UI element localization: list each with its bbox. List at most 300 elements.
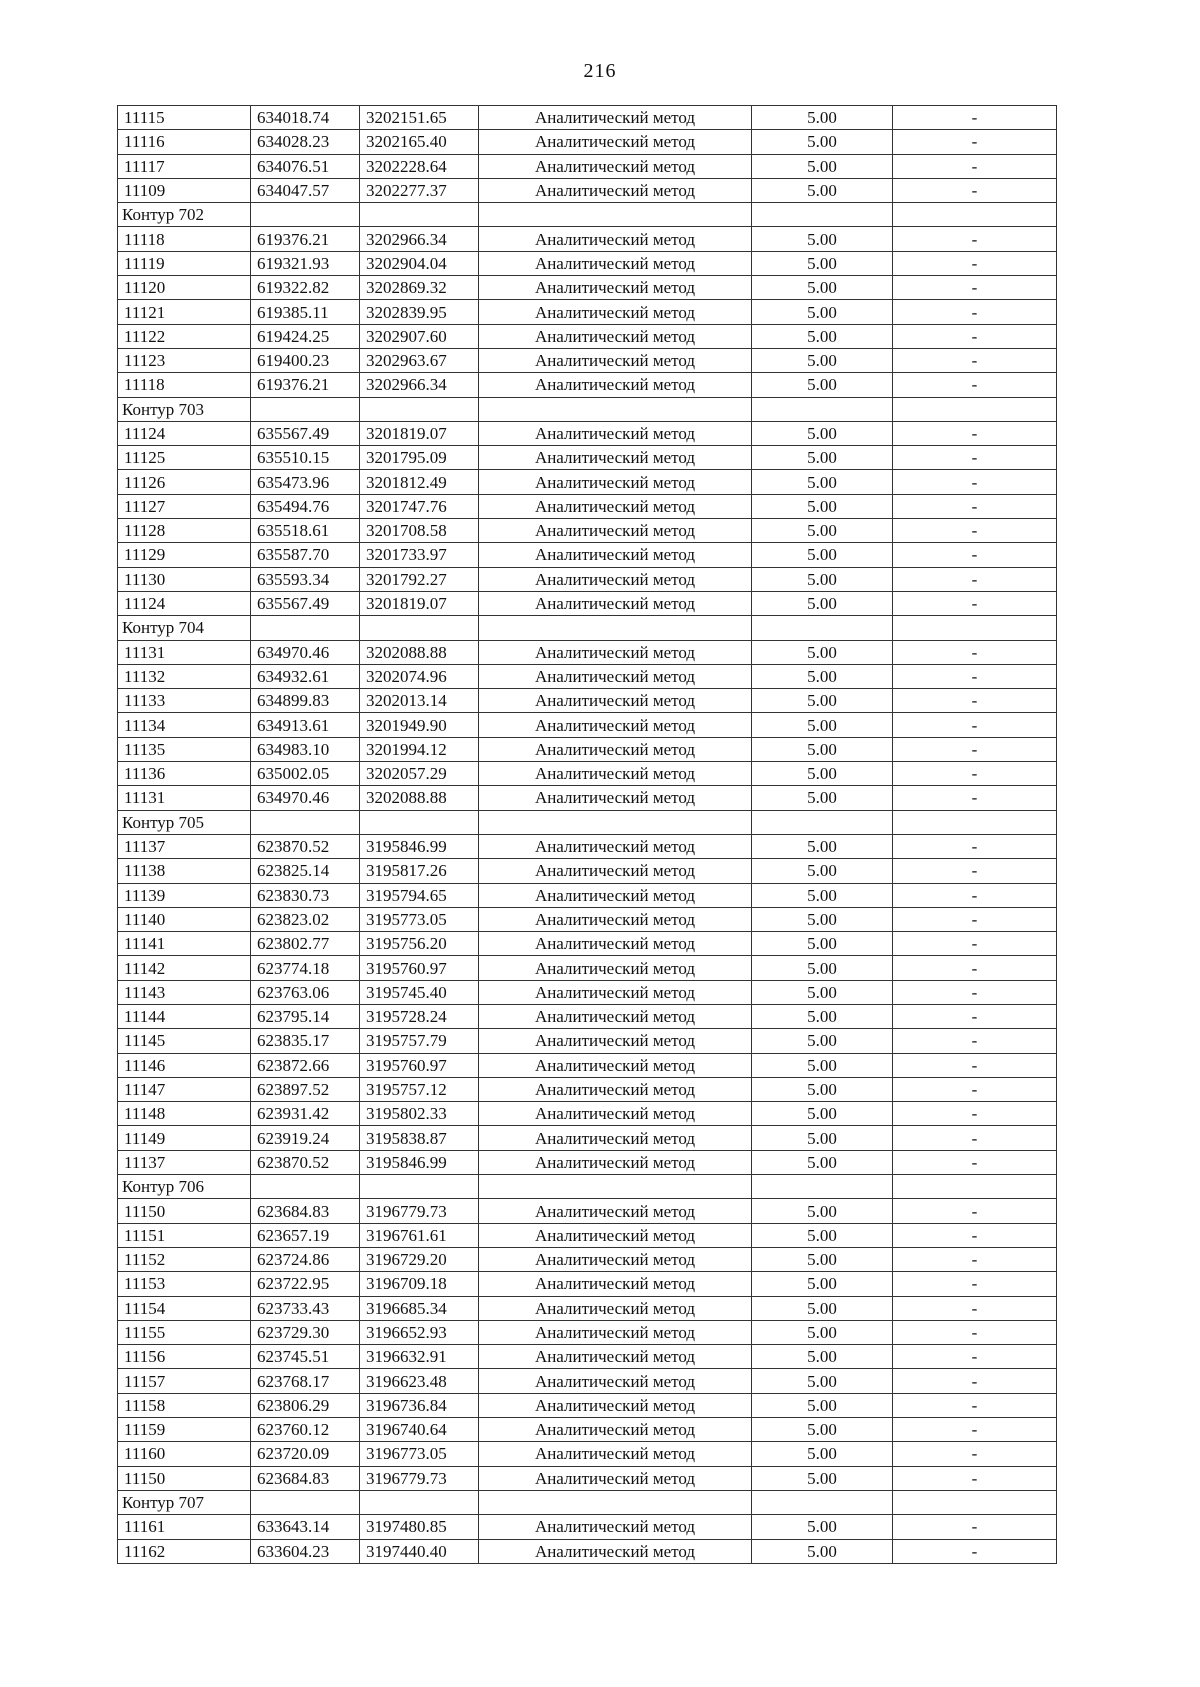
point-number-cell: 11137 <box>118 1150 251 1174</box>
y-coordinate-cell: 3195817.26 <box>360 859 479 883</box>
y-coordinate-cell: 3197440.40 <box>360 1539 479 1563</box>
method-cell: Аналитический метод <box>479 1296 752 1320</box>
accuracy-cell: 5.00 <box>752 664 893 688</box>
table-row <box>118 640 1057 664</box>
remark-cell: - <box>893 421 1057 445</box>
table-row <box>118 1199 1057 1223</box>
table-row <box>118 1223 1057 1247</box>
x-coordinate-cell: 634970.46 <box>251 786 360 810</box>
y-coordinate-cell: 3202277.37 <box>360 178 479 202</box>
empty-cell <box>360 1175 479 1199</box>
remark-cell: - <box>893 1102 1057 1126</box>
table-row <box>118 762 1057 786</box>
remark-cell: - <box>893 348 1057 372</box>
x-coordinate-cell: 623657.19 <box>251 1223 360 1247</box>
y-coordinate-cell: 3195838.87 <box>360 1126 479 1150</box>
y-coordinate-cell: 3196779.73 <box>360 1466 479 1490</box>
table-row <box>118 834 1057 858</box>
y-coordinate-cell: 3195756.20 <box>360 932 479 956</box>
remark-cell: - <box>893 470 1057 494</box>
remark-cell: - <box>893 106 1057 130</box>
table-row <box>118 907 1057 931</box>
method-cell: Аналитический метод <box>479 1004 752 1028</box>
point-number-cell: 11124 <box>118 421 251 445</box>
accuracy-cell: 5.00 <box>752 591 893 615</box>
method-cell: Аналитический метод <box>479 1150 752 1174</box>
x-coordinate-cell: 623919.24 <box>251 1126 360 1150</box>
x-coordinate-cell: 623806.29 <box>251 1393 360 1417</box>
remark-cell: - <box>893 1369 1057 1393</box>
method-cell: Аналитический метод <box>479 1053 752 1077</box>
method-cell: Аналитический метод <box>479 932 752 956</box>
table-row <box>118 713 1057 737</box>
table-row <box>118 932 1057 956</box>
method-cell: Аналитический метод <box>479 106 752 130</box>
contour-label: Контур 704 <box>118 616 251 640</box>
method-cell: Аналитический метод <box>479 980 752 1004</box>
x-coordinate-cell: 623897.52 <box>251 1077 360 1101</box>
table-row <box>118 1102 1057 1126</box>
x-coordinate-cell: 623768.17 <box>251 1369 360 1393</box>
point-number-cell: 11159 <box>118 1418 251 1442</box>
point-number-cell: 11148 <box>118 1102 251 1126</box>
accuracy-cell: 5.00 <box>752 494 893 518</box>
accuracy-cell: 5.00 <box>752 178 893 202</box>
accuracy-cell: 5.00 <box>752 373 893 397</box>
method-cell: Аналитический метод <box>479 859 752 883</box>
empty-cell <box>752 616 893 640</box>
empty-cell <box>893 1175 1057 1199</box>
remark-cell: - <box>893 1345 1057 1369</box>
y-coordinate-cell: 3201792.27 <box>360 567 479 591</box>
accuracy-cell: 5.00 <box>752 1272 893 1296</box>
accuracy-cell: 5.00 <box>752 1442 893 1466</box>
x-coordinate-cell: 635494.76 <box>251 494 360 518</box>
point-number-cell: 11137 <box>118 834 251 858</box>
accuracy-cell: 5.00 <box>752 859 893 883</box>
point-number-cell: 11136 <box>118 762 251 786</box>
x-coordinate-cell: 623774.18 <box>251 956 360 980</box>
x-coordinate-cell: 635473.96 <box>251 470 360 494</box>
x-coordinate-cell: 623733.43 <box>251 1296 360 1320</box>
y-coordinate-cell: 3201708.58 <box>360 519 479 543</box>
point-number-cell: 11141 <box>118 932 251 956</box>
table-row <box>118 543 1057 567</box>
empty-cell <box>752 1490 893 1514</box>
method-cell: Аналитический метод <box>479 1102 752 1126</box>
point-number-cell: 11156 <box>118 1345 251 1369</box>
table-row <box>118 786 1057 810</box>
x-coordinate-cell: 623931.42 <box>251 1102 360 1126</box>
y-coordinate-cell: 3202839.95 <box>360 300 479 324</box>
method-cell: Аналитический метод <box>479 154 752 178</box>
empty-cell <box>893 1490 1057 1514</box>
remark-cell: - <box>893 932 1057 956</box>
method-cell: Аналитический метод <box>479 1029 752 1053</box>
remark-cell: - <box>893 1004 1057 1028</box>
remark-cell: - <box>893 640 1057 664</box>
method-cell: Аналитический метод <box>479 1418 752 1442</box>
point-number-cell: 11142 <box>118 956 251 980</box>
point-number-cell: 11126 <box>118 470 251 494</box>
accuracy-cell: 5.00 <box>752 324 893 348</box>
y-coordinate-cell: 3195745.40 <box>360 980 479 1004</box>
method-cell: Аналитический метод <box>479 907 752 931</box>
empty-cell <box>479 810 752 834</box>
remark-cell: - <box>893 980 1057 1004</box>
accuracy-cell: 5.00 <box>752 1369 893 1393</box>
coordinates-table <box>117 105 1057 1564</box>
y-coordinate-cell: 3202907.60 <box>360 324 479 348</box>
remark-cell: - <box>893 446 1057 470</box>
table-row <box>118 1515 1057 1539</box>
accuracy-cell: 5.00 <box>752 1466 893 1490</box>
y-coordinate-cell: 3202869.32 <box>360 276 479 300</box>
x-coordinate-cell: 623724.86 <box>251 1247 360 1271</box>
accuracy-cell: 5.00 <box>752 1126 893 1150</box>
table-row <box>118 1053 1057 1077</box>
x-coordinate-cell: 623870.52 <box>251 1150 360 1174</box>
x-coordinate-cell: 634913.61 <box>251 713 360 737</box>
point-number-cell: 11143 <box>118 980 251 1004</box>
table-row <box>118 883 1057 907</box>
empty-cell <box>360 810 479 834</box>
method-cell: Аналитический метод <box>479 1247 752 1271</box>
remark-cell: - <box>893 276 1057 300</box>
empty-cell <box>251 203 360 227</box>
remark-cell: - <box>893 154 1057 178</box>
table-row <box>118 1126 1057 1150</box>
x-coordinate-cell: 634970.46 <box>251 640 360 664</box>
empty-cell <box>893 810 1057 834</box>
contour-label: Контур 706 <box>118 1175 251 1199</box>
remark-cell: - <box>893 494 1057 518</box>
y-coordinate-cell: 3196773.05 <box>360 1442 479 1466</box>
table-row <box>118 446 1057 470</box>
y-coordinate-cell: 3196729.20 <box>360 1247 479 1271</box>
contour-label: Контур 707 <box>118 1490 251 1514</box>
x-coordinate-cell: 619322.82 <box>251 276 360 300</box>
table-row <box>118 591 1057 615</box>
point-number-cell: 11115 <box>118 106 251 130</box>
empty-cell <box>360 203 479 227</box>
x-coordinate-cell: 623760.12 <box>251 1418 360 1442</box>
table-row <box>118 276 1057 300</box>
point-number-cell: 11155 <box>118 1320 251 1344</box>
accuracy-cell: 5.00 <box>752 1539 893 1563</box>
table-row <box>118 980 1057 1004</box>
x-coordinate-cell: 623870.52 <box>251 834 360 858</box>
accuracy-cell: 5.00 <box>752 907 893 931</box>
point-number-cell: 11119 <box>118 251 251 275</box>
accuracy-cell: 5.00 <box>752 106 893 130</box>
point-number-cell: 11138 <box>118 859 251 883</box>
page-number: 216 <box>583 60 617 82</box>
point-number-cell: 11154 <box>118 1296 251 1320</box>
y-coordinate-cell: 3201819.07 <box>360 421 479 445</box>
y-coordinate-cell: 3196685.34 <box>360 1296 479 1320</box>
point-number-cell: 11153 <box>118 1272 251 1296</box>
point-number-cell: 11118 <box>118 227 251 251</box>
x-coordinate-cell: 635593.34 <box>251 567 360 591</box>
table-row <box>118 1247 1057 1271</box>
method-cell: Аналитический метод <box>479 470 752 494</box>
table-row <box>118 373 1057 397</box>
accuracy-cell: 5.00 <box>752 834 893 858</box>
accuracy-cell: 5.00 <box>752 1247 893 1271</box>
table-row <box>118 1029 1057 1053</box>
table-row <box>118 1296 1057 1320</box>
x-coordinate-cell: 633604.23 <box>251 1539 360 1563</box>
x-coordinate-cell: 623684.83 <box>251 1466 360 1490</box>
y-coordinate-cell: 3195757.79 <box>360 1029 479 1053</box>
accuracy-cell: 5.00 <box>752 689 893 713</box>
accuracy-cell: 5.00 <box>752 567 893 591</box>
empty-cell <box>479 203 752 227</box>
contour-label: Контур 702 <box>118 203 251 227</box>
point-number-cell: 11125 <box>118 446 251 470</box>
accuracy-cell: 5.00 <box>752 1077 893 1101</box>
y-coordinate-cell: 3196709.18 <box>360 1272 479 1296</box>
table-row <box>118 1320 1057 1344</box>
y-coordinate-cell: 3202151.65 <box>360 106 479 130</box>
y-coordinate-cell: 3201949.90 <box>360 713 479 737</box>
table-row <box>118 1004 1057 1028</box>
point-number-cell: 11124 <box>118 591 251 615</box>
accuracy-cell: 5.00 <box>752 1418 893 1442</box>
method-cell: Аналитический метод <box>479 1369 752 1393</box>
method-cell: Аналитический метод <box>479 1077 752 1101</box>
empty-cell <box>360 616 479 640</box>
x-coordinate-cell: 623684.83 <box>251 1199 360 1223</box>
empty-cell <box>251 1490 360 1514</box>
y-coordinate-cell: 3202088.88 <box>360 640 479 664</box>
remark-cell: - <box>893 227 1057 251</box>
point-number-cell: 11128 <box>118 519 251 543</box>
table-row <box>118 1150 1057 1174</box>
y-coordinate-cell: 3201747.76 <box>360 494 479 518</box>
point-number-cell: 11118 <box>118 373 251 397</box>
point-number-cell: 11123 <box>118 348 251 372</box>
accuracy-cell: 5.00 <box>752 762 893 786</box>
x-coordinate-cell: 623823.02 <box>251 907 360 931</box>
remark-cell: - <box>893 664 1057 688</box>
x-coordinate-cell: 623729.30 <box>251 1320 360 1344</box>
accuracy-cell: 5.00 <box>752 883 893 907</box>
y-coordinate-cell: 3202228.64 <box>360 154 479 178</box>
y-coordinate-cell: 3202057.29 <box>360 762 479 786</box>
table-row <box>118 1272 1057 1296</box>
point-number-cell: 11157 <box>118 1369 251 1393</box>
remark-cell: - <box>893 1515 1057 1539</box>
table-row <box>118 106 1057 130</box>
remark-cell: - <box>893 251 1057 275</box>
accuracy-cell: 5.00 <box>752 980 893 1004</box>
accuracy-cell: 5.00 <box>752 640 893 664</box>
accuracy-cell: 5.00 <box>752 130 893 154</box>
point-number-cell: 11109 <box>118 178 251 202</box>
method-cell: Аналитический метод <box>479 567 752 591</box>
table-row <box>118 348 1057 372</box>
empty-cell <box>251 1175 360 1199</box>
remark-cell: - <box>893 373 1057 397</box>
method-cell: Аналитический метод <box>479 1223 752 1247</box>
point-number-cell: 11132 <box>118 664 251 688</box>
table-row <box>118 1418 1057 1442</box>
point-number-cell: 11131 <box>118 640 251 664</box>
point-number-cell: 11129 <box>118 543 251 567</box>
y-coordinate-cell: 3202088.88 <box>360 786 479 810</box>
x-coordinate-cell: 634932.61 <box>251 664 360 688</box>
point-number-cell: 11133 <box>118 689 251 713</box>
remark-cell: - <box>893 956 1057 980</box>
table-row <box>118 470 1057 494</box>
accuracy-cell: 5.00 <box>752 470 893 494</box>
y-coordinate-cell: 3196736.84 <box>360 1393 479 1417</box>
remark-cell: - <box>893 1247 1057 1271</box>
y-coordinate-cell: 3195846.99 <box>360 834 479 858</box>
point-number-cell: 11134 <box>118 713 251 737</box>
empty-cell <box>479 616 752 640</box>
remark-cell: - <box>893 859 1057 883</box>
point-number-cell: 11149 <box>118 1126 251 1150</box>
remark-cell: - <box>893 1466 1057 1490</box>
empty-cell <box>360 1490 479 1514</box>
y-coordinate-cell: 3195757.12 <box>360 1077 479 1101</box>
x-coordinate-cell: 623825.14 <box>251 859 360 883</box>
point-number-cell: 11162 <box>118 1539 251 1563</box>
accuracy-cell: 5.00 <box>752 1029 893 1053</box>
remark-cell: - <box>893 543 1057 567</box>
empty-cell <box>752 810 893 834</box>
remark-cell: - <box>893 1029 1057 1053</box>
remark-cell: - <box>893 1393 1057 1417</box>
x-coordinate-cell: 634899.83 <box>251 689 360 713</box>
accuracy-cell: 5.00 <box>752 251 893 275</box>
x-coordinate-cell: 635587.70 <box>251 543 360 567</box>
table-row <box>118 1345 1057 1369</box>
contour-label: Контур 705 <box>118 810 251 834</box>
remark-cell: - <box>893 324 1057 348</box>
accuracy-cell: 5.00 <box>752 446 893 470</box>
method-cell: Аналитический метод <box>479 762 752 786</box>
remark-cell: - <box>893 300 1057 324</box>
point-number-cell: 11151 <box>118 1223 251 1247</box>
remark-cell: - <box>893 1272 1057 1296</box>
y-coordinate-cell: 3202966.34 <box>360 227 479 251</box>
y-coordinate-cell: 3195794.65 <box>360 883 479 907</box>
method-cell: Аналитический метод <box>479 494 752 518</box>
contour-header-row <box>118 203 1057 227</box>
remark-cell: - <box>893 1418 1057 1442</box>
table-row <box>118 324 1057 348</box>
method-cell: Аналитический метод <box>479 300 752 324</box>
accuracy-cell: 5.00 <box>752 1102 893 1126</box>
point-number-cell: 11145 <box>118 1029 251 1053</box>
x-coordinate-cell: 623872.66 <box>251 1053 360 1077</box>
y-coordinate-cell: 3197480.85 <box>360 1515 479 1539</box>
table-row <box>118 1393 1057 1417</box>
remark-cell: - <box>893 1126 1057 1150</box>
accuracy-cell: 5.00 <box>752 300 893 324</box>
y-coordinate-cell: 3202165.40 <box>360 130 479 154</box>
remark-cell: - <box>893 737 1057 761</box>
accuracy-cell: 5.00 <box>752 154 893 178</box>
method-cell: Аналитический метод <box>479 446 752 470</box>
accuracy-cell: 5.00 <box>752 1150 893 1174</box>
remark-cell: - <box>893 519 1057 543</box>
empty-cell <box>752 397 893 421</box>
method-cell: Аналитический метод <box>479 276 752 300</box>
remark-cell: - <box>893 713 1057 737</box>
y-coordinate-cell: 3196740.64 <box>360 1418 479 1442</box>
remark-cell: - <box>893 689 1057 713</box>
method-cell: Аналитический метод <box>479 1539 752 1563</box>
table-row <box>118 1077 1057 1101</box>
remark-cell: - <box>893 1150 1057 1174</box>
accuracy-cell: 5.00 <box>752 1223 893 1247</box>
x-coordinate-cell: 623763.06 <box>251 980 360 1004</box>
empty-cell <box>479 397 752 421</box>
accuracy-cell: 5.00 <box>752 1296 893 1320</box>
y-coordinate-cell: 3195846.99 <box>360 1150 479 1174</box>
method-cell: Аналитический метод <box>479 591 752 615</box>
accuracy-cell: 5.00 <box>752 348 893 372</box>
point-number-cell: 11158 <box>118 1393 251 1417</box>
method-cell: Аналитический метод <box>479 1515 752 1539</box>
accuracy-cell: 5.00 <box>752 1053 893 1077</box>
contour-label: Контур 703 <box>118 397 251 421</box>
accuracy-cell: 5.00 <box>752 421 893 445</box>
x-coordinate-cell: 635002.05 <box>251 762 360 786</box>
accuracy-cell: 5.00 <box>752 1320 893 1344</box>
point-number-cell: 11127 <box>118 494 251 518</box>
remark-cell: - <box>893 1053 1057 1077</box>
accuracy-cell: 5.00 <box>752 956 893 980</box>
x-coordinate-cell: 634047.57 <box>251 178 360 202</box>
accuracy-cell: 5.00 <box>752 227 893 251</box>
y-coordinate-cell: 3195760.97 <box>360 956 479 980</box>
y-coordinate-cell: 3202904.04 <box>360 251 479 275</box>
accuracy-cell: 5.00 <box>752 543 893 567</box>
method-cell: Аналитический метод <box>479 1442 752 1466</box>
x-coordinate-cell: 633643.14 <box>251 1515 360 1539</box>
y-coordinate-cell: 3202966.34 <box>360 373 479 397</box>
table-row <box>118 251 1057 275</box>
table-row <box>118 859 1057 883</box>
empty-cell <box>893 397 1057 421</box>
accuracy-cell: 5.00 <box>752 737 893 761</box>
accuracy-cell: 5.00 <box>752 932 893 956</box>
x-coordinate-cell: 619400.23 <box>251 348 360 372</box>
point-number-cell: 11150 <box>118 1199 251 1223</box>
y-coordinate-cell: 3202074.96 <box>360 664 479 688</box>
remark-cell: - <box>893 907 1057 931</box>
method-cell: Аналитический метод <box>479 689 752 713</box>
method-cell: Аналитический метод <box>479 543 752 567</box>
point-number-cell: 11150 <box>118 1466 251 1490</box>
table-row <box>118 494 1057 518</box>
empty-cell <box>752 1175 893 1199</box>
x-coordinate-cell: 623745.51 <box>251 1345 360 1369</box>
point-number-cell: 11160 <box>118 1442 251 1466</box>
accuracy-cell: 5.00 <box>752 786 893 810</box>
empty-cell <box>251 616 360 640</box>
table-row <box>118 1442 1057 1466</box>
point-number-cell: 11120 <box>118 276 251 300</box>
point-number-cell: 11130 <box>118 567 251 591</box>
method-cell: Аналитический метод <box>479 834 752 858</box>
